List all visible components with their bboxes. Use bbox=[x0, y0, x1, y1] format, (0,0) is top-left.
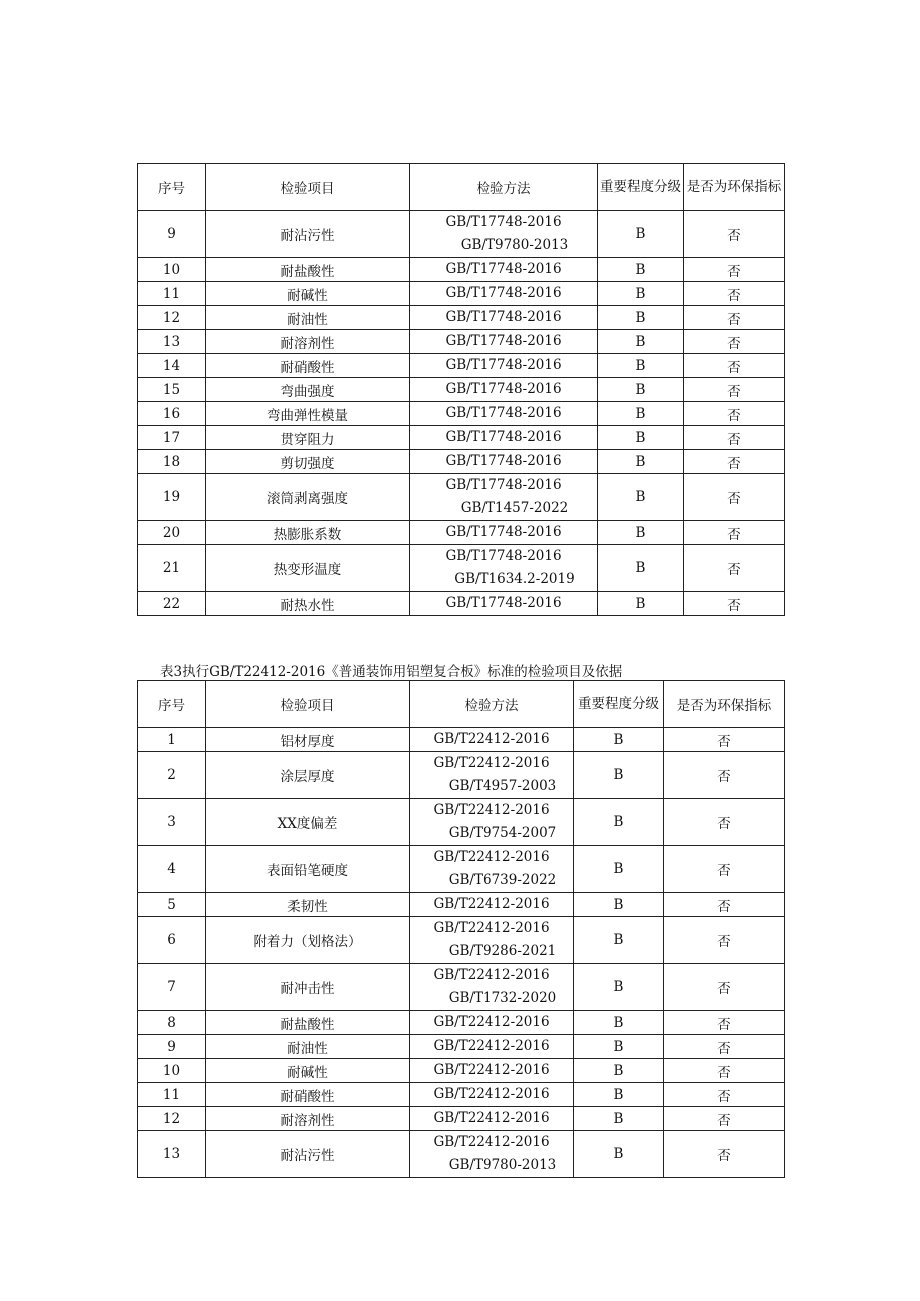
environmental-indicator: 否 bbox=[664, 1011, 785, 1035]
table-row bbox=[138, 402, 785, 426]
method-standard: GB/T1457-2022 bbox=[460, 500, 569, 516]
environmental-indicator: 否 bbox=[684, 282, 785, 306]
inspection-method bbox=[410, 426, 598, 450]
method-standard: GB/T17748-2016 bbox=[445, 214, 562, 230]
inspection-method bbox=[410, 306, 598, 330]
inspection-method bbox=[410, 258, 598, 282]
inspection-item: 弯曲弹性模量 bbox=[206, 402, 410, 426]
row-number: 10 bbox=[138, 1059, 206, 1083]
row-number: 9 bbox=[138, 1035, 206, 1059]
importance-grade: B bbox=[574, 917, 664, 964]
method-standard: GB/T17748-2016 bbox=[445, 477, 562, 493]
importance-grade: B bbox=[574, 1083, 664, 1107]
inspection-item: 耐油性 bbox=[206, 1035, 410, 1059]
inspection-item: 耐碱性 bbox=[206, 282, 410, 306]
inspection-method bbox=[410, 964, 574, 1011]
importance-grade: B bbox=[598, 354, 684, 378]
method-standard: GB/T17748-2016 bbox=[445, 261, 562, 277]
header-grade: 重要程度分级 bbox=[598, 164, 684, 211]
inspection-method bbox=[410, 1035, 574, 1059]
importance-grade: B bbox=[574, 846, 664, 893]
inspection-method bbox=[410, 1131, 574, 1178]
environmental-indicator: 否 bbox=[684, 545, 785, 592]
inspection-item: 耐盐酸性 bbox=[206, 258, 410, 282]
table-header-row bbox=[138, 681, 785, 728]
inspection-method bbox=[410, 917, 574, 964]
inspection-method bbox=[410, 1107, 574, 1131]
row-number: 10 bbox=[138, 258, 206, 282]
method-standard: GB/T17748-2016 bbox=[445, 429, 562, 445]
importance-grade: B bbox=[598, 282, 684, 306]
importance-grade: B bbox=[574, 964, 664, 1011]
inspection-item: 柔韧性 bbox=[206, 893, 410, 917]
inspection-method bbox=[410, 402, 598, 426]
method-standard: GB/T22412-2016 bbox=[433, 1086, 550, 1102]
environmental-indicator: 否 bbox=[664, 728, 785, 752]
table-row bbox=[138, 1035, 785, 1059]
header-method: 检验方法 bbox=[410, 681, 574, 728]
environmental-indicator: 否 bbox=[684, 474, 785, 521]
method-standard: GB/T17748-2016 bbox=[445, 333, 562, 349]
environmental-indicator: 否 bbox=[684, 592, 785, 616]
environmental-indicator: 否 bbox=[684, 211, 785, 258]
row-number: 13 bbox=[138, 330, 206, 354]
environmental-indicator: 否 bbox=[684, 450, 785, 474]
table-row bbox=[138, 752, 785, 799]
inspection-method bbox=[410, 354, 598, 378]
table-row bbox=[138, 545, 785, 592]
inspection-item: 剪切强度 bbox=[206, 450, 410, 474]
importance-grade: B bbox=[574, 893, 664, 917]
importance-grade: B bbox=[574, 1059, 664, 1083]
inspection-method bbox=[410, 1059, 574, 1083]
inspection-item: 热变形温度 bbox=[206, 545, 410, 592]
inspection-method bbox=[410, 282, 598, 306]
environmental-indicator: 否 bbox=[664, 1107, 785, 1131]
row-number: 11 bbox=[138, 1083, 206, 1107]
inspection-item: 耐冲击性 bbox=[206, 964, 410, 1011]
table-row bbox=[138, 846, 785, 893]
row-number: 19 bbox=[138, 474, 206, 521]
inspection-method bbox=[410, 330, 598, 354]
method-standard: GB/T17748-2016 bbox=[445, 381, 562, 397]
row-number: 22 bbox=[138, 592, 206, 616]
environmental-indicator: 否 bbox=[664, 917, 785, 964]
environmental-indicator: 否 bbox=[664, 846, 785, 893]
environmental-indicator: 否 bbox=[664, 893, 785, 917]
header-method: 检验方法 bbox=[410, 164, 598, 211]
inspection-item: 耐溶剂性 bbox=[206, 1107, 410, 1131]
row-number: 12 bbox=[138, 1107, 206, 1131]
table-row bbox=[138, 1083, 785, 1107]
method-standard: GB/T17748-2016 bbox=[445, 285, 562, 301]
inspection-item: 耐沾污性 bbox=[206, 1131, 410, 1178]
table-row bbox=[138, 474, 785, 521]
method-standard: GB/T22412-2016 bbox=[433, 896, 550, 912]
method-standard: GB/T9754-2007 bbox=[448, 825, 557, 841]
row-number: 18 bbox=[138, 450, 206, 474]
method-standard: GB/T9286-2021 bbox=[448, 943, 557, 959]
inspection-method bbox=[410, 799, 574, 846]
inspection-table-1 bbox=[137, 163, 785, 616]
importance-grade: B bbox=[574, 1035, 664, 1059]
importance-grade: B bbox=[598, 211, 684, 258]
method-standard: GB/T17748-2016 bbox=[445, 309, 562, 325]
importance-grade: B bbox=[574, 1107, 664, 1131]
row-number: 21 bbox=[138, 545, 206, 592]
importance-grade: B bbox=[598, 258, 684, 282]
table-row bbox=[138, 964, 785, 1011]
table-row bbox=[138, 521, 785, 545]
row-number: 11 bbox=[138, 282, 206, 306]
method-standard: GB/T22412-2016 bbox=[433, 1110, 550, 1126]
importance-grade: B bbox=[598, 426, 684, 450]
inspection-method bbox=[410, 378, 598, 402]
table-row bbox=[138, 917, 785, 964]
table-row bbox=[138, 354, 785, 378]
importance-grade: B bbox=[574, 728, 664, 752]
environmental-indicator: 否 bbox=[664, 1131, 785, 1178]
header-no: 序号 bbox=[138, 681, 206, 728]
inspection-method bbox=[410, 752, 574, 799]
importance-grade: B bbox=[598, 306, 684, 330]
importance-grade: B bbox=[598, 378, 684, 402]
inspection-item: 涂层厚度 bbox=[206, 752, 410, 799]
inspection-item: 耐热水性 bbox=[206, 592, 410, 616]
inspection-table-2 bbox=[137, 680, 785, 1178]
header-env: 是否为环保指标 bbox=[664, 681, 785, 728]
inspection-method bbox=[410, 211, 598, 258]
environmental-indicator: 否 bbox=[684, 378, 785, 402]
method-standard: GB/T22412-2016 bbox=[433, 802, 550, 818]
inspection-item: 耐油性 bbox=[206, 306, 410, 330]
row-number: 16 bbox=[138, 402, 206, 426]
method-standard: GB/T1634.2-2019 bbox=[454, 571, 575, 587]
header-env: 是否为环保指标 bbox=[684, 164, 785, 211]
environmental-indicator: 否 bbox=[684, 258, 785, 282]
importance-grade: B bbox=[598, 521, 684, 545]
inspection-method bbox=[410, 1083, 574, 1107]
table-row bbox=[138, 799, 785, 846]
inspection-item: 铝材厚度 bbox=[206, 728, 410, 752]
inspection-method bbox=[410, 474, 598, 521]
row-number: 8 bbox=[138, 1011, 206, 1035]
environmental-indicator: 否 bbox=[664, 1059, 785, 1083]
inspection-item: 耐盐酸性 bbox=[206, 1011, 410, 1035]
row-number: 1 bbox=[138, 728, 206, 752]
inspection-method bbox=[410, 728, 574, 752]
inspection-item: 弯曲强度 bbox=[206, 378, 410, 402]
importance-grade: B bbox=[598, 474, 684, 521]
inspection-method bbox=[410, 545, 598, 592]
environmental-indicator: 否 bbox=[684, 521, 785, 545]
table-2-caption: 表3执行GB/T22412-2016《普通装饰用铝塑复合板》标准的检验项目及依据 bbox=[160, 664, 623, 680]
method-standard: GB/T17748-2016 bbox=[445, 548, 562, 564]
header-item: 检验项目 bbox=[206, 164, 410, 211]
row-number: 7 bbox=[138, 964, 206, 1011]
method-standard: GB/T22412-2016 bbox=[433, 1038, 550, 1054]
table-row bbox=[138, 450, 785, 474]
table-row bbox=[138, 1131, 785, 1178]
header-item: 检验项目 bbox=[206, 681, 410, 728]
importance-grade: B bbox=[598, 545, 684, 592]
inspection-method bbox=[410, 592, 598, 616]
inspection-item: 热膨胀系数 bbox=[206, 521, 410, 545]
table-row bbox=[138, 728, 785, 752]
table-row bbox=[138, 1011, 785, 1035]
row-number: 20 bbox=[138, 521, 206, 545]
importance-grade: B bbox=[574, 799, 664, 846]
method-standard: GB/T22412-2016 bbox=[433, 1014, 550, 1030]
importance-grade: B bbox=[574, 752, 664, 799]
table-body bbox=[138, 728, 785, 1178]
method-standard: GB/T17748-2016 bbox=[445, 405, 562, 421]
importance-grade: B bbox=[574, 1011, 664, 1035]
environmental-indicator: 否 bbox=[684, 426, 785, 450]
inspection-method bbox=[410, 846, 574, 893]
environmental-indicator: 否 bbox=[684, 306, 785, 330]
inspection-item: 耐硝酸性 bbox=[206, 354, 410, 378]
importance-grade: B bbox=[598, 402, 684, 426]
table-row bbox=[138, 330, 785, 354]
row-number: 17 bbox=[138, 426, 206, 450]
environmental-indicator: 否 bbox=[664, 752, 785, 799]
row-number: 2 bbox=[138, 752, 206, 799]
method-standard: GB/T17748-2016 bbox=[445, 357, 562, 373]
row-number: 4 bbox=[138, 846, 206, 893]
table-row bbox=[138, 306, 785, 330]
importance-grade: B bbox=[598, 592, 684, 616]
table-row bbox=[138, 893, 785, 917]
method-standard: GB/T17748-2016 bbox=[445, 524, 562, 540]
inspection-method bbox=[410, 1011, 574, 1035]
environmental-indicator: 否 bbox=[684, 402, 785, 426]
environmental-indicator: 否 bbox=[684, 330, 785, 354]
method-standard: GB/T1732-2020 bbox=[448, 990, 557, 1006]
importance-grade: B bbox=[598, 330, 684, 354]
method-standard: GB/T22412-2016 bbox=[433, 755, 550, 771]
inspection-item: 耐硝酸性 bbox=[206, 1083, 410, 1107]
table-row bbox=[138, 1059, 785, 1083]
method-standard: GB/T4957-2003 bbox=[448, 778, 557, 794]
inspection-item: 滚筒剥离强度 bbox=[206, 474, 410, 521]
inspection-item: 耐碱性 bbox=[206, 1059, 410, 1083]
environmental-indicator: 否 bbox=[664, 1035, 785, 1059]
row-number: 6 bbox=[138, 917, 206, 964]
inspection-item: 表面铅笔硬度 bbox=[206, 846, 410, 893]
table-row bbox=[138, 258, 785, 282]
method-standard: GB/T22412-2016 bbox=[433, 1062, 550, 1078]
environmental-indicator: 否 bbox=[664, 1083, 785, 1107]
method-standard: GB/T22412-2016 bbox=[433, 967, 550, 983]
method-standard: GB/T17748-2016 bbox=[445, 595, 562, 611]
table-row bbox=[138, 211, 785, 258]
table-row bbox=[138, 592, 785, 616]
table-row bbox=[138, 282, 785, 306]
method-standard: GB/T9780-2013 bbox=[460, 237, 569, 253]
environmental-indicator: 否 bbox=[664, 964, 785, 1011]
importance-grade: B bbox=[574, 1131, 664, 1178]
method-standard: GB/T17748-2016 bbox=[445, 453, 562, 469]
method-standard: GB/T22412-2016 bbox=[433, 1134, 550, 1150]
table-row bbox=[138, 1107, 785, 1131]
row-number: 3 bbox=[138, 799, 206, 846]
environmental-indicator: 否 bbox=[684, 354, 785, 378]
row-number: 15 bbox=[138, 378, 206, 402]
header-grade: 重要程度分级 bbox=[574, 681, 664, 728]
inspection-item: 耐沾污性 bbox=[206, 211, 410, 258]
inspection-item: 耐溶剂性 bbox=[206, 330, 410, 354]
row-number: 13 bbox=[138, 1131, 206, 1178]
row-number: 14 bbox=[138, 354, 206, 378]
row-number: 5 bbox=[138, 893, 206, 917]
table-body bbox=[138, 211, 785, 616]
inspection-item: XX度偏差 bbox=[206, 799, 410, 846]
method-standard: GB/T6739-2022 bbox=[448, 872, 557, 888]
table-row bbox=[138, 426, 785, 450]
importance-grade: B bbox=[598, 450, 684, 474]
row-number: 12 bbox=[138, 306, 206, 330]
inspection-item: 贯穿阻力 bbox=[206, 426, 410, 450]
inspection-method bbox=[410, 521, 598, 545]
table-row bbox=[138, 378, 785, 402]
inspection-method bbox=[410, 893, 574, 917]
table-header-row bbox=[138, 164, 785, 211]
environmental-indicator: 否 bbox=[664, 799, 785, 846]
method-standard: GB/T22412-2016 bbox=[433, 731, 550, 747]
header-no: 序号 bbox=[138, 164, 206, 211]
row-number: 9 bbox=[138, 211, 206, 258]
method-standard: GB/T9780-2013 bbox=[448, 1157, 557, 1173]
method-standard: GB/T22412-2016 bbox=[433, 920, 550, 936]
inspection-item: 附着力（划格法） bbox=[206, 917, 410, 964]
inspection-method bbox=[410, 450, 598, 474]
method-standard: GB/T22412-2016 bbox=[433, 849, 550, 865]
